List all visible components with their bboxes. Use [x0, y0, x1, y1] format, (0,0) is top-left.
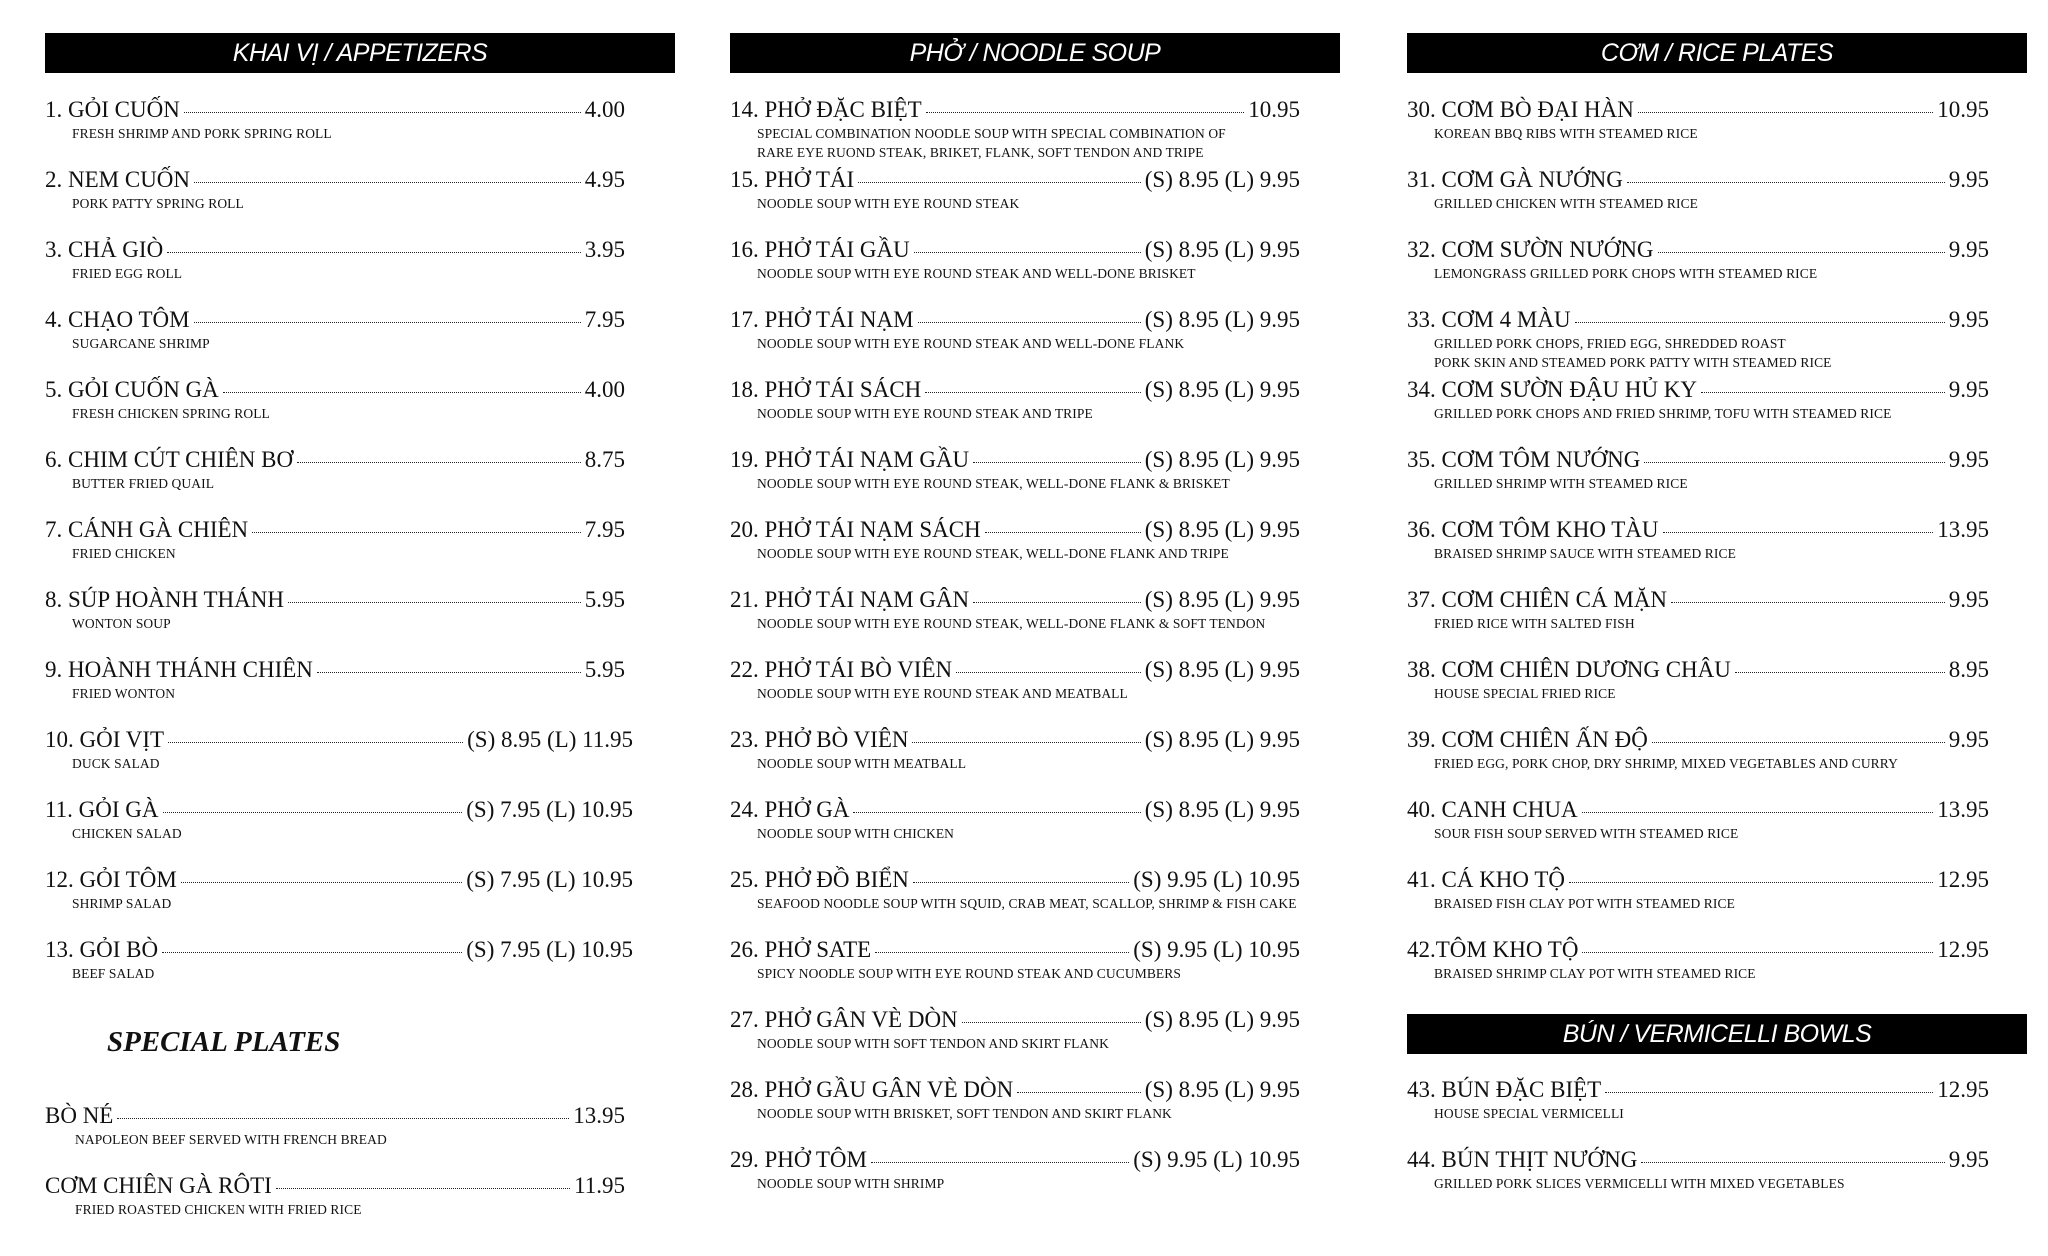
item-name: 4. CHẠO TÔM: [45, 307, 190, 332]
menu-item: [730, 446, 1340, 516]
item-price: (S) 9.95 (L) 10.95: [1133, 867, 1300, 892]
dot-leader: [194, 181, 581, 183]
item-description: NAPOLEON BEEF SERVED WITH FRENCH BREAD: [75, 1132, 387, 1147]
menu-item: [1407, 376, 2027, 446]
dot-leader: [1641, 1161, 1944, 1163]
menu-item: [45, 516, 675, 586]
dot-leader: [1644, 461, 1944, 463]
vermicelli-list: [1407, 1076, 2027, 1216]
menu-item: [45, 726, 675, 796]
menu-item: [730, 376, 1340, 446]
item-price: (S) 8.95 (L) 9.95: [1144, 447, 1300, 472]
item-price: 9.95: [1948, 727, 1989, 752]
item-name: 42.TÔM KHO TỘ: [1407, 937, 1579, 962]
item-description: BRAISED SHRIMP SAUCE WITH STEAMED RICE: [1434, 546, 1736, 561]
item-name: 26. PHỞ SATE: [730, 937, 872, 962]
item-price: (S) 7.95 (L) 10.95: [466, 867, 633, 892]
item-name: 29. PHỞ TÔM: [730, 1147, 867, 1172]
item-price: 3.95: [584, 237, 625, 262]
menu-item: [730, 306, 1340, 376]
item-name: 9. HOÀNH THÁNH CHIÊN: [45, 657, 313, 682]
dot-leader: [168, 741, 463, 743]
item-description: FRIED CHICKEN: [72, 546, 176, 561]
item-name: 25. PHỞ ĐỒ BIỂN: [730, 867, 909, 892]
noodle-soup-column: [730, 33, 1340, 1216]
item-name: 32. CƠM SƯỜN NƯỚNG: [1407, 237, 1654, 262]
menu-item: [1407, 166, 2027, 236]
item-description: HOUSE SPECIAL FRIED RICE: [1434, 686, 1616, 701]
item-name: 36. CƠM TÔM KHO TÀU: [1407, 517, 1659, 542]
item-description: NOODLE SOUP WITH EYE ROUND STEAK, WELL-DONE FLANK & SOFT TENDON: [757, 616, 1266, 631]
dot-leader: [1652, 741, 1945, 743]
item-name: 14. PHỞ ĐẶC BIỆT: [730, 97, 922, 122]
dot-leader: [918, 321, 1141, 323]
item-description: FRIED ROASTED CHICKEN WITH FRIED RICE: [75, 1202, 362, 1217]
item-name: 31. CƠM GÀ NƯỚNG: [1407, 167, 1623, 192]
item-description: GRILLED PORK CHOPS AND FRIED SHRIMP, TOFU WITH STEAMED RICE: [1434, 406, 1892, 421]
item-name: 39. CƠM CHIÊN ẤN ĐỘ: [1407, 727, 1648, 752]
item-price: 11.95: [574, 1173, 625, 1198]
item-name: CƠM CHIÊN GÀ RÔTI: [45, 1173, 272, 1198]
dot-leader: [1582, 811, 1934, 813]
item-description: KOREAN BBQ RIBS WITH STEAMED RICE: [1434, 126, 1698, 141]
dot-leader: [973, 461, 1141, 463]
item-price: (S) 7.95 (L) 10.95: [466, 937, 633, 962]
item-description: SOUR FISH SOUP SERVED WITH STEAMED RICE: [1434, 826, 1739, 841]
item-description-continued: PORK SKIN AND STEAMED PORK PATTY WITH STEAMED RICE: [1434, 355, 1832, 370]
menu-item: [730, 796, 1340, 866]
rice-plates-list: [1407, 96, 2027, 1006]
item-price: 9.95: [1948, 587, 1989, 612]
item-name: 21. PHỞ TÁI NẠM GÂN: [730, 587, 970, 612]
item-price: 10.95: [1248, 97, 1300, 122]
item-description: NOODLE SOUP WITH EYE ROUND STEAK, WELL-DONE FLANK AND TRIPE: [757, 546, 1229, 561]
item-price: (S) 7.95 (L) 10.95: [466, 797, 633, 822]
item-name: 22. PHỞ TÁI BÒ VIÊN: [730, 657, 953, 682]
item-name: 8. SÚP HOÀNH THÁNH: [45, 587, 284, 612]
dot-leader: [1627, 181, 1945, 183]
item-description: BUTTER FRIED QUAIL: [72, 476, 215, 491]
item-description: SHRIMP SALAD: [72, 896, 172, 911]
dot-leader: [956, 671, 1141, 673]
item-name: 1. GỎI CUỐN: [45, 97, 180, 122]
menu-item: [1407, 656, 2027, 726]
item-name: 6. CHIM CÚT CHIÊN BƠ: [45, 447, 294, 472]
menu-item: [730, 1146, 1340, 1216]
menu-item: [45, 866, 675, 936]
dot-leader: [181, 881, 462, 883]
item-name: 19. PHỞ TÁI NẠM GẦU: [730, 447, 970, 472]
menu-item: [1407, 1146, 2027, 1216]
special-plates-title: SPECIAL PLATES: [107, 1026, 341, 1058]
menu-item: [1407, 586, 2027, 656]
item-price: (S) 9.95 (L) 10.95: [1133, 1147, 1300, 1172]
item-description: NOODLE SOUP WITH MEATBALL: [757, 756, 967, 771]
item-description: BRAISED FISH CLAY POT WITH STEAMED RICE: [1434, 896, 1735, 911]
item-description: FRESH CHICKEN SPRING ROLL: [72, 406, 270, 421]
item-name: 40. CANH CHUA: [1407, 797, 1578, 822]
menu-item: [45, 96, 675, 166]
menu-item: [45, 376, 675, 446]
item-price: 9.95: [1948, 167, 1989, 192]
item-description: FRIED RICE WITH SALTED FISH: [1434, 616, 1635, 631]
menu-item: [45, 1172, 675, 1242]
menu-item: [1407, 96, 2027, 166]
item-description: NOODLE SOUP WITH SHRIMP: [757, 1176, 945, 1191]
item-price: 9.95: [1948, 1147, 1989, 1172]
menu-item: [730, 586, 1340, 656]
item-name: 13. GỎI BÒ: [45, 937, 159, 962]
menu-item: [45, 166, 675, 236]
item-price: 8.75: [584, 447, 625, 472]
item-name: 2. NEM CUỐN: [45, 167, 191, 192]
item-description: BRAISED SHRIMP CLAY POT WITH STEAMED RICE: [1434, 966, 1756, 981]
dot-leader: [1569, 881, 1933, 883]
item-description: NOODLE SOUP WITH EYE ROUND STEAK, WELL-DONE FLANK & BRISKET: [757, 476, 1230, 491]
item-description: GRILLED PORK SLICES VERMICELLI WITH MIXED VEGETABLES: [1434, 1176, 1845, 1191]
item-name: 44. BÚN THỊT NƯỚNG: [1407, 1147, 1638, 1172]
dot-leader: [1605, 1091, 1933, 1093]
item-description: CHICKEN SALAD: [72, 826, 182, 841]
item-price: (S) 8.95 (L) 9.95: [1144, 377, 1300, 402]
item-description-continued: RARE EYE RUOND STEAK, BRIKET, FLANK, SOFT TENDON AND TRIPE: [757, 145, 1204, 160]
menu-item: [730, 936, 1340, 1006]
appetizers-column: [45, 33, 675, 1242]
menu-item: [1407, 726, 2027, 796]
dot-leader: [1575, 321, 1945, 323]
menu-item: [730, 516, 1340, 586]
item-name: 3. CHẢ GIÒ: [45, 237, 164, 262]
item-description: NOODLE SOUP WITH EYE ROUND STEAK AND WELL-DONE BRISKET: [757, 266, 1196, 281]
menu-item: [1407, 446, 2027, 516]
item-description: DUCK SALAD: [72, 756, 160, 771]
item-price: (S) 8.95 (L) 9.95: [1144, 1007, 1300, 1032]
menu-item: [45, 796, 675, 866]
menu-item: [1407, 306, 2027, 376]
menu-item: [730, 166, 1340, 236]
dot-leader: [925, 391, 1140, 393]
item-price: 12.95: [1937, 1077, 1989, 1102]
item-description: GRILLED SHRIMP WITH STEAMED RICE: [1434, 476, 1688, 491]
item-description: SPICY NOODLE SOUP WITH EYE ROUND STEAK AND CUCUMBERS: [757, 966, 1181, 981]
item-description: NOODLE SOUP WITH CHICKEN: [757, 826, 955, 841]
item-name: 30. CƠM BÒ ĐẠI HÀN: [1407, 97, 1634, 122]
dot-leader: [117, 1117, 569, 1119]
menu-item: [730, 236, 1340, 306]
menu-item: [45, 936, 675, 1006]
item-name: 38. CƠM CHIÊN DƯƠNG CHÂU: [1407, 657, 1731, 682]
menu-item: [1407, 1076, 2027, 1146]
dot-leader: [973, 601, 1141, 603]
item-description: BEEF SALAD: [72, 966, 155, 981]
dot-leader: [276, 1187, 570, 1189]
menu-item: [730, 726, 1340, 796]
item-price: 8.95: [1948, 657, 1989, 682]
item-price: (S) 8.95 (L) 9.95: [1144, 1077, 1300, 1102]
dot-leader: [167, 251, 581, 253]
item-name: 7. CÁNH GÀ CHIÊN: [45, 517, 249, 542]
item-description: NOODLE SOUP WITH BRISKET, SOFT TENDON AND SKIRT FLANK: [757, 1106, 1172, 1121]
item-description: PORK PATTY SPRING ROLL: [72, 196, 244, 211]
item-price: 9.95: [1948, 307, 1989, 332]
item-price: 10.95: [1937, 97, 1989, 122]
menu-item: [1407, 866, 2027, 936]
item-price: 4.95: [584, 167, 625, 192]
dot-leader: [252, 531, 581, 533]
item-description: FRIED WONTON: [72, 686, 176, 701]
item-name: 17. PHỞ TÁI NẠM: [730, 307, 914, 332]
item-description: GRILLED CHICKEN WITH STEAMED RICE: [1434, 196, 1699, 211]
vermicelli-header: BÚN / VERMICELLI BOWLS: [1407, 1014, 2027, 1054]
dot-leader: [962, 1021, 1141, 1023]
item-description: NOODLE SOUP WITH SOFT TENDON AND SKIRT FLANK: [757, 1036, 1109, 1051]
item-price: 13.95: [1937, 517, 1989, 542]
item-name: 12. GỎI TÔM: [45, 867, 177, 892]
dot-leader: [914, 251, 1141, 253]
item-price: 7.95: [584, 307, 625, 332]
dot-leader: [1671, 601, 1945, 603]
dot-leader: [1663, 531, 1934, 533]
item-name: 18. PHỞ TÁI SÁCH: [730, 377, 922, 402]
dot-leader: [926, 111, 1245, 113]
item-price: (S) 8.95 (L) 9.95: [1144, 587, 1300, 612]
menu-item: [45, 306, 675, 376]
item-price: 12.95: [1937, 867, 1989, 892]
dot-leader: [297, 461, 581, 463]
item-name: 41. CÁ KHO TỘ: [1407, 867, 1566, 892]
item-price: (S) 9.95 (L) 10.95: [1133, 937, 1300, 962]
menu-item: [730, 656, 1340, 726]
item-description: NOODLE SOUP WITH EYE ROUND STEAK AND MEATBALL: [757, 686, 1128, 701]
item-description: NOODLE SOUP WITH EYE ROUND STEAK: [757, 196, 1020, 211]
dot-leader: [1735, 671, 1945, 673]
item-description: SUGARCANE SHRIMP: [72, 336, 210, 351]
item-name: 27. PHỞ GÂN VÈ DÒN: [730, 1007, 958, 1032]
item-description: SPECIAL COMBINATION NOODLE SOUP WITH SPECIAL COMBINATION OF: [757, 126, 1226, 141]
item-price: 13.95: [1937, 797, 1989, 822]
dot-leader: [317, 671, 581, 673]
dot-leader: [913, 881, 1129, 883]
item-price: (S) 8.95 (L) 9.95: [1144, 797, 1300, 822]
menu-item: [45, 1102, 675, 1172]
dot-leader: [162, 951, 462, 953]
special-plates-list: [45, 1102, 675, 1242]
menu-item: [45, 586, 675, 656]
dot-leader: [1638, 111, 1933, 113]
item-name: 20. PHỞ TÁI NẠM SÁCH: [730, 517, 981, 542]
item-price: 9.95: [1948, 237, 1989, 262]
item-price: 4.00: [584, 97, 625, 122]
menu-item: [1407, 796, 2027, 866]
menu-item: [45, 656, 675, 726]
noodle-soup-header: PHỞ / NOODLE SOUP: [730, 33, 1340, 73]
dot-leader: [871, 1161, 1129, 1163]
item-name: 33. CƠM 4 MÀU: [1407, 307, 1571, 332]
item-price: 4.00: [584, 377, 625, 402]
item-description: WONTON SOUP: [72, 616, 171, 631]
item-name: 11. GỎI GÀ: [45, 797, 159, 822]
dot-leader: [194, 321, 581, 323]
menu-item: [1407, 236, 2027, 306]
item-price: (S) 8.95 (L) 9.95: [1144, 307, 1300, 332]
rice-plates-column: [1407, 33, 2027, 1216]
dot-leader: [223, 391, 581, 393]
item-price: 5.95: [584, 657, 625, 682]
item-name: 35. CƠM TÔM NƯỚNG: [1407, 447, 1641, 472]
dot-leader: [288, 601, 581, 603]
item-price: 7.95: [584, 517, 625, 542]
item-description: NOODLE SOUP WITH EYE ROUND STEAK AND TRIPE: [757, 406, 1093, 421]
item-price: 13.95: [573, 1103, 625, 1128]
noodle-soup-list: [730, 96, 1340, 1216]
item-price: 12.95: [1937, 937, 1989, 962]
item-price: (S) 8.95 (L) 11.95: [467, 727, 633, 752]
item-description: FRIED EGG, PORK CHOP, DRY SHRIMP, MIXED VEGETABLES AND CURRY: [1434, 756, 1898, 771]
menu-item: [730, 96, 1340, 166]
rice-plates-header: CƠM / RICE PLATES: [1407, 33, 2027, 73]
menu-item: [730, 1076, 1340, 1146]
item-price: 9.95: [1948, 377, 1989, 402]
menu-item: [45, 446, 675, 516]
item-name: 43. BÚN ĐẶC BIỆT: [1407, 1077, 1602, 1102]
dot-leader: [858, 181, 1141, 183]
item-name: 15. PHỞ TÁI: [730, 167, 855, 192]
dot-leader: [1701, 391, 1945, 393]
dot-leader: [1658, 251, 1945, 253]
menu-item: [1407, 516, 2027, 586]
item-name: 24. PHỞ GÀ: [730, 797, 850, 822]
appetizers-header: KHAI VỊ / APPETIZERS: [45, 33, 675, 73]
item-price: (S) 8.95 (L) 9.95: [1144, 657, 1300, 682]
item-price: (S) 8.95 (L) 9.95: [1144, 237, 1300, 262]
dot-leader: [875, 951, 1129, 953]
item-name: 34. CƠM SƯỜN ĐẬU HỦ KY: [1407, 377, 1698, 402]
item-name: 28. PHỞ GẦU GÂN VÈ DÒN: [730, 1077, 1014, 1102]
item-description: HOUSE SPECIAL VERMICELLI: [1434, 1106, 1624, 1121]
item-name: 23. PHỞ BÒ VIÊN: [730, 727, 909, 752]
item-description: FRESH SHRIMP AND PORK SPRING ROLL: [72, 126, 332, 141]
menu-item: [45, 236, 675, 306]
dot-leader: [912, 741, 1140, 743]
menu-item: [730, 1006, 1340, 1076]
item-price: 9.95: [1948, 447, 1989, 472]
menu-item: [730, 866, 1340, 936]
item-price: 5.95: [584, 587, 625, 612]
item-price: (S) 8.95 (L) 9.95: [1144, 167, 1300, 192]
item-description: FRIED EGG ROLL: [72, 266, 183, 281]
item-name: 16. PHỞ TÁI GẦU: [730, 237, 910, 262]
item-name: 37. CƠM CHIÊN CÁ MẶN: [1407, 587, 1668, 612]
dot-leader: [163, 811, 463, 813]
dot-leader: [853, 811, 1140, 813]
menu-item: [1407, 936, 2027, 1006]
item-description: NOODLE SOUP WITH EYE ROUND STEAK AND WELL-DONE FLANK: [757, 336, 1185, 351]
item-description: GRILLED PORK CHOPS, FRIED EGG, SHREDDED ROAST: [1434, 336, 1786, 351]
appetizers-list: [45, 96, 675, 1006]
dot-leader: [1582, 951, 1933, 953]
item-description: LEMONGRASS GRILLED PORK CHOPS WITH STEAMED RICE: [1434, 266, 1818, 281]
dot-leader: [1017, 1091, 1141, 1093]
item-name: 5. GỎI CUỐN GÀ: [45, 377, 219, 402]
dot-leader: [184, 111, 581, 113]
item-description: SEAFOOD NOODLE SOUP WITH SQUID, CRAB MEAT, SCALLOP, SHRIMP & FISH CAKE: [757, 896, 1297, 911]
dot-leader: [985, 531, 1141, 533]
item-price: (S) 8.95 (L) 9.95: [1144, 517, 1300, 542]
item-name: BÒ NÉ: [45, 1103, 114, 1128]
item-price: (S) 8.95 (L) 9.95: [1144, 727, 1300, 752]
item-name: 10. GỎI VỊT: [45, 727, 165, 752]
